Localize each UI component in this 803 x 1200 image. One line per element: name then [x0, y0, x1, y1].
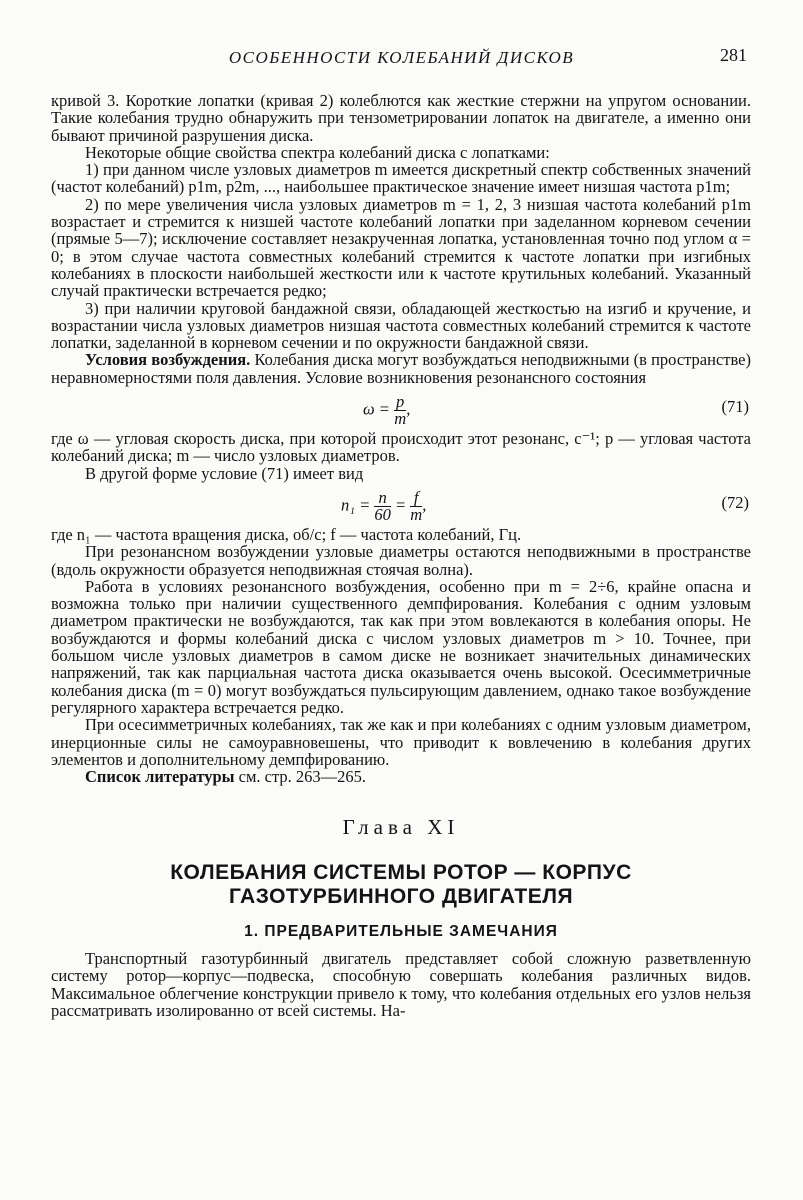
- numerator: p: [396, 392, 405, 412]
- list-item: 3) при наличии круговой бандажной связи, обладающей жесткостью на изгиб и кручение, и возрастании числа узловых диаметров низшая частота совместных колебаний стремится к частоте лопатки, заделанной в корневом сечении и по окружности бандажной связи.: [51, 298, 751, 353]
- paragraph: Транспортный газотурбинный двигатель представляет собой сложную разветвленную систему ротор—корпус—подвеска, способную совершать колебания различных видов. Максимальное облегчение конструкции привело к тому, что колебания отдельных его узлов нельзя рассматривать изолированно от всей системы. На-: [51, 948, 751, 1020]
- numerator: n: [374, 490, 391, 507]
- equation-label: (72): [721, 492, 749, 512]
- denominator: 60: [374, 504, 391, 524]
- fraction: [394, 394, 406, 427]
- chapter-title-line: КОЛЕБАНИЯ СИСТЕМЫ РОТОР — КОРПУС: [170, 860, 632, 884]
- eq-equals: =: [395, 495, 407, 515]
- running-head: ОСОБЕННОСТИ КОЛЕБАНИЙ ДИСКОВ: [228, 48, 575, 67]
- paragraph: где n₁ — частота вращения диска, об/с; f — частота колебаний, Гц.: [51, 524, 522, 544]
- paragraph: [51, 768, 751, 785]
- run-in-heading: Список литературы: [85, 767, 235, 787]
- paragraph-text: см. стр. 263—265.: [234, 767, 367, 787]
- chapter-label: Глава XI: [342, 815, 460, 840]
- paragraph: При осесимметричных колебаниях, так же как и при колебаниях с одним узловым диаметром, инерционные силы не самоуравновешены, что приводит к вовлечению в колебания других элементов и дополнительному демпфированию.: [51, 715, 751, 769]
- paragraph-text: Колебания диска могут возбуждаться неподвижными (в пространстве) неравномерностями поля давления. Условие возникновения резонансного состояния: [51, 350, 752, 387]
- section-title: 1. ПРЕДВАРИТЕЛЬНЫЕ ЗАМЕЧАНИЯ: [244, 922, 558, 940]
- list-item: 2) по мере увеличения числа узловых диаметров m = 1, 2, 3 низшая частота колебаний p1m возрастает и стремится к низшей частоте колебаний лопатки при заделанном корневом сечении (прямые 5—7); исключение составляет незакрученная лопатка, установленная точно под углом α = 0; в этом случае частота совместных колебаний стремится к частоте лопатки при изгибных колебаниях в плоскости наибольшей жесткости или к частоте крутильных колебаний. Указанный случай практически встречается редко;: [51, 194, 751, 301]
- fraction: [374, 487, 391, 524]
- numerator: f: [410, 490, 422, 507]
- eq-lhs: ω =: [363, 399, 390, 419]
- run-in-heading: Условия возбуждения.: [85, 350, 251, 370]
- equation-body: [341, 487, 427, 524]
- paragraph: Некоторые общие свойства спектра колебаний диска с лопатками:: [85, 142, 550, 162]
- paragraph: где ω — угловая скорость диска, при которой происходит этот резонанс, с⁻¹; p — угловая частота колебаний диска; m — число узловых диаметров.: [51, 429, 751, 466]
- equation-72: [51, 482, 751, 526]
- eq-tail: ,: [406, 399, 411, 419]
- denominator: m: [410, 504, 423, 524]
- eq-tail: ,: [422, 495, 427, 515]
- equation-body: [363, 394, 410, 427]
- paragraph: кривой 3. Короткие лопатки (кривая 2) колеблются как жесткие стержни на упругом основании. Такие колебания трудно обнаружить при тензометрировании лопаток на двигателе, а именно они бывают причиной разрушения диска.: [51, 91, 751, 145]
- chapter-title-line: ГАЗОТУРБИННОГО ДВИГАТЕЛЯ: [228, 884, 574, 908]
- chapter-title: [51, 861, 751, 909]
- paragraph: При резонансном возбуждении узловые диаметры остаются неподвижными в пространстве (вдоль окружности образуется неподвижная стоячая волна).: [51, 542, 751, 579]
- eq-lhs: n₁ =: [341, 495, 371, 515]
- main-text: [51, 92, 751, 1019]
- paragraph: [51, 351, 751, 386]
- paragraph: В другой форме условие (71) имеет вид: [85, 463, 364, 483]
- fraction: [410, 487, 423, 524]
- list-item: 1) при данном числе узловых диаметров m имеется дискретный спектр собственных значений (частот колебаний) p1m, p2m, ..., наибольшее практическое значение имеет низшая частота p1m;: [51, 160, 751, 197]
- denominator: m: [394, 409, 407, 429]
- equation-71: [51, 386, 751, 430]
- equation-label: (71): [721, 397, 749, 417]
- page-number: 281: [720, 45, 747, 65]
- paragraph: Работа в условиях резонансного возбуждения, особенно при m = 2÷6, крайне опасна и возможна только при наличии существенного демпфирования. Колебания с одним узловым диаметром практически не возбуждаются, так как при этом вовлекаются в колебания опоры. Не возбуждаются и формы колебаний диска с числом узловых диаметров m > 10. Точнее, при большом числе узловых диаметров в самом диске не возникает значительных динамических напряжений, так как парциальная частота диска оказывается очень высокой. Осесимметричные колебания диска (m = 0) могут возбуждаться пульсирующим давлением, однако такое возбуждение регулярного характера встречается редко.: [51, 576, 751, 717]
